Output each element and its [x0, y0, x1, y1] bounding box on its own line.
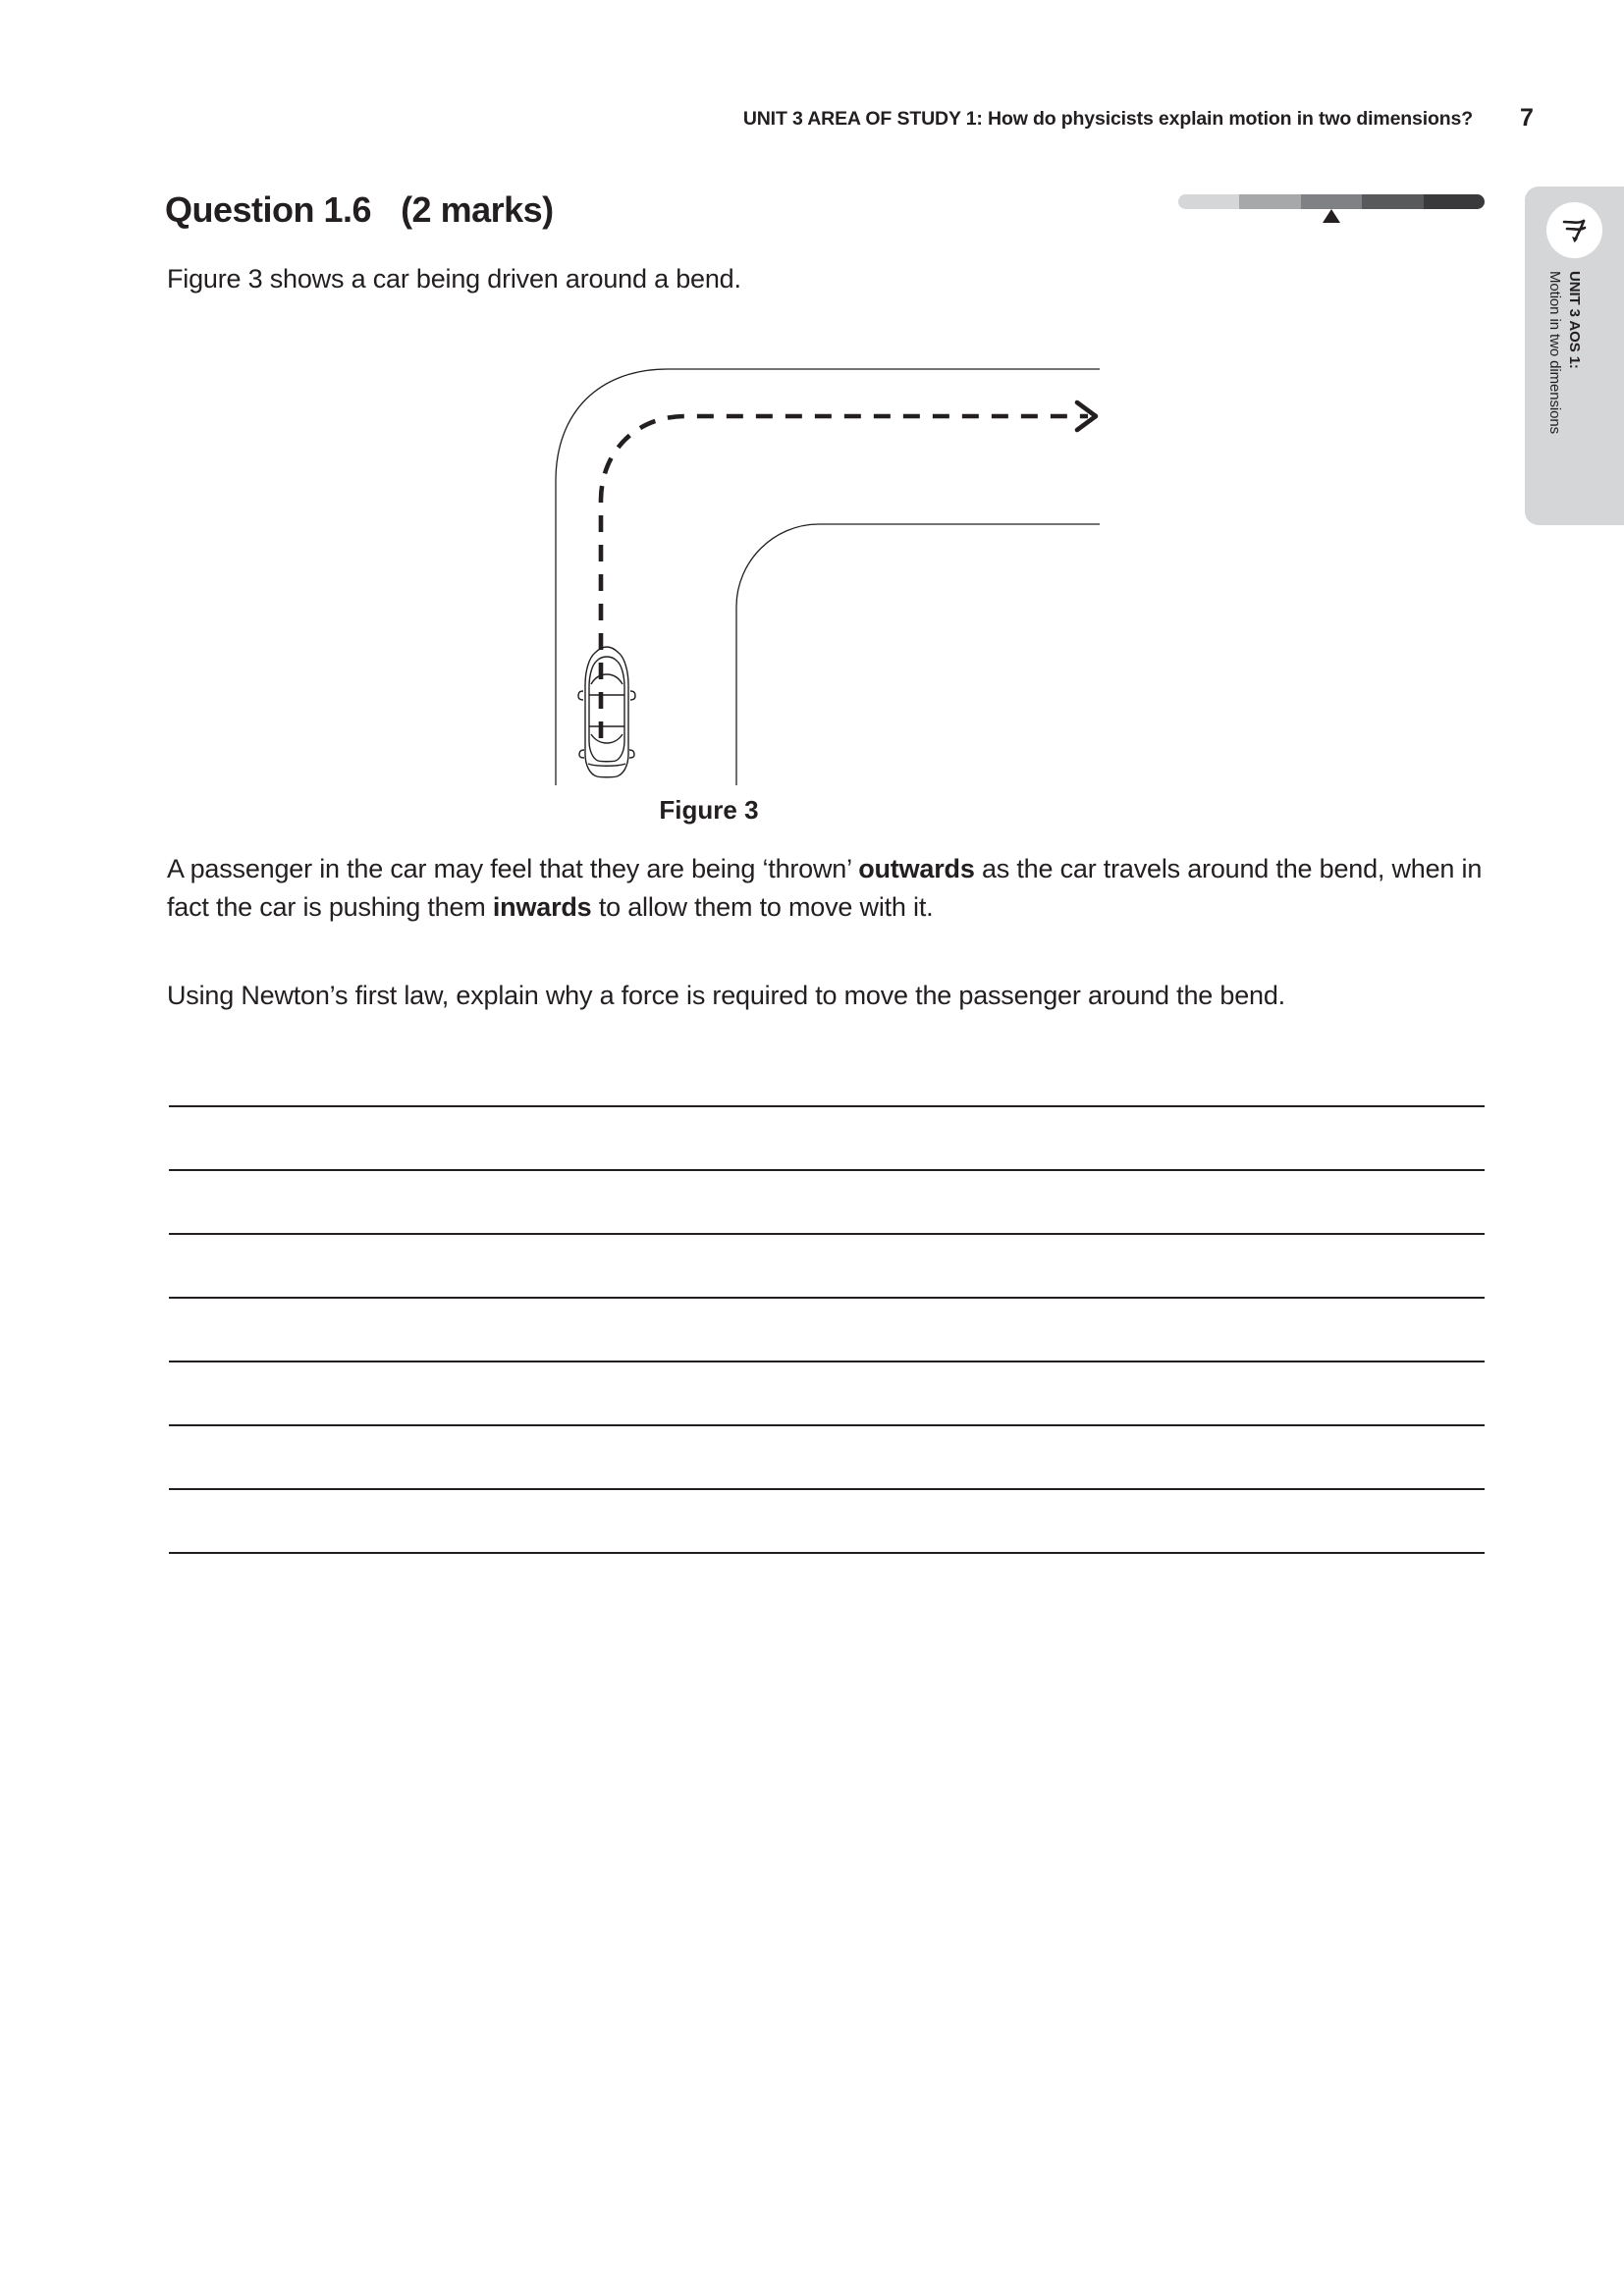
para1-part2: as the car travels around the bend, when in fact the car is pushing them [167, 854, 1483, 922]
page-number: 7 [1520, 104, 1534, 132]
running-header-title: UNIT 3 AREA OF STUDY 1: How do physicists explain motion in two dimensions? [742, 108, 1473, 130]
para1-part3: to allow them to move with it. [591, 892, 934, 922]
answer-line[interactable] [169, 1169, 1485, 1171]
difficulty-marker-triangle [1323, 209, 1340, 223]
question-paragraph-2: Using Newton’s first law, explain why a force is required to move the passenger around the bend. [167, 981, 1285, 1010]
para1-bold-outwards: outwards [858, 854, 975, 883]
side-tab [1525, 187, 1624, 525]
figure-caption: Figure 3 [659, 795, 759, 825]
para1-part1: A passenger in the car may feel that they are being ‘thrown’ [167, 854, 859, 883]
question-heading [165, 189, 554, 231]
difficulty-track [1178, 194, 1485, 209]
figure-caption-wrapper [0, 795, 1624, 826]
answer-line[interactable] [169, 1424, 1485, 1426]
answer-line[interactable] [169, 1297, 1485, 1299]
difficulty-segment-4 [1362, 194, 1423, 209]
side-tab-line-1: UNIT 3 AOS 1: [1566, 271, 1583, 369]
answer-line[interactable] [169, 1488, 1485, 1490]
side-tab-line-2: Motion in two dimensions [1546, 271, 1563, 435]
answer-lines-area[interactable] [169, 1105, 1485, 1554]
inner-road-edge [736, 524, 1100, 785]
answer-line[interactable] [169, 1105, 1485, 1107]
figure-3-diagram [530, 294, 1139, 785]
dashed-trajectory-path [601, 416, 1088, 738]
difficulty-meter [1178, 194, 1485, 209]
question-intro-text: Figure 3 shows a car being driven around a bend. [167, 264, 741, 294]
car-top-view [578, 647, 635, 777]
outer-road-edge [556, 369, 1100, 785]
difficulty-segment-3 [1301, 194, 1362, 209]
difficulty-segment-5 [1424, 194, 1485, 209]
question-marks: (2 marks) [401, 189, 554, 230]
difficulty-segment-2 [1239, 194, 1300, 209]
answer-line[interactable] [169, 1233, 1485, 1235]
answer-line[interactable] [169, 1552, 1485, 1554]
difficulty-segment-1 [1178, 194, 1239, 209]
question-title: Question 1.6 [165, 189, 372, 230]
side-tab-label [1525, 271, 1584, 514]
motion-arrow-icon [1546, 202, 1602, 258]
answer-line[interactable] [169, 1361, 1485, 1362]
question-paragraph-1 [167, 850, 1492, 927]
para1-bold-inwards: inwards [492, 892, 592, 922]
